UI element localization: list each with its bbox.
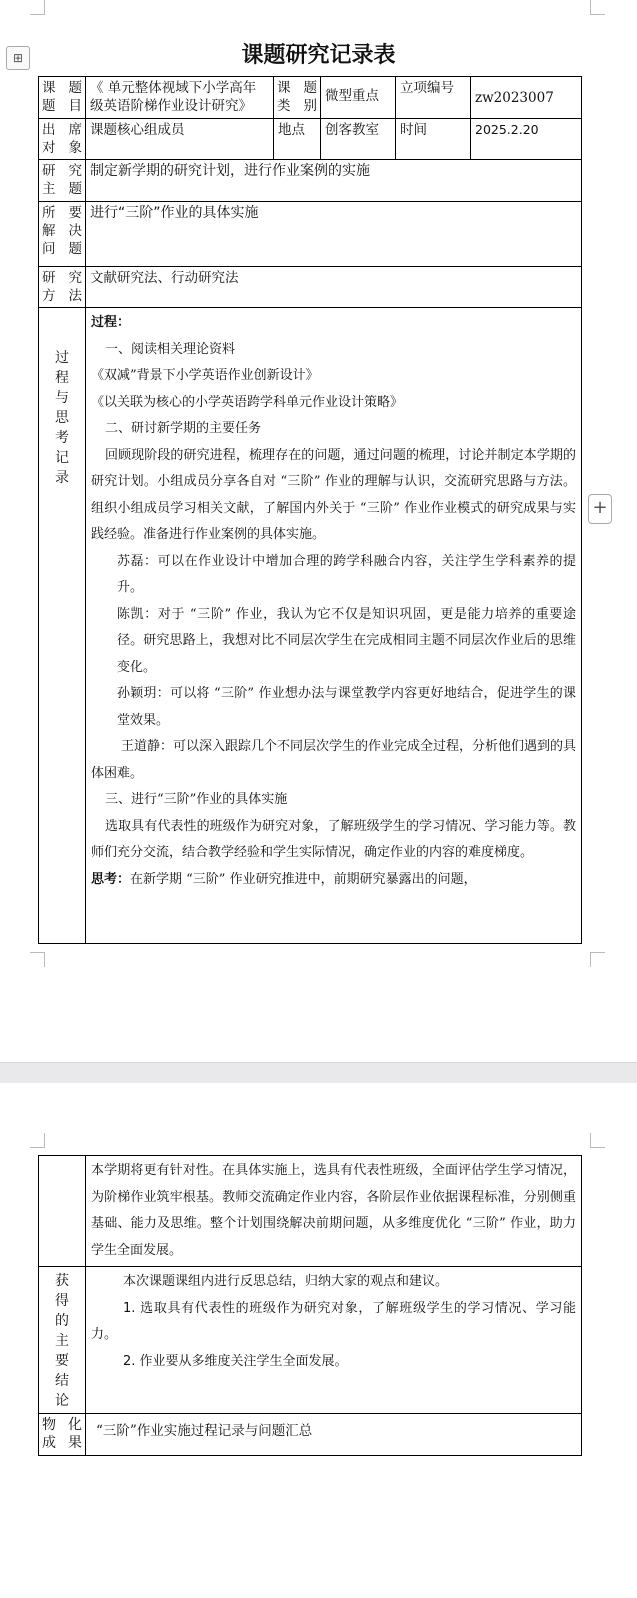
problem-label: 所要解决问题 xyxy=(39,202,86,267)
conclusion-item-2: 2. 作业要从多维度关注学生全面发展。 xyxy=(123,1353,348,1369)
table-row xyxy=(39,1267,582,1414)
table-row xyxy=(39,119,582,160)
attendees-value[interactable]: 课题核心组成员 xyxy=(86,119,274,160)
book-title-1: 《双减”背景下小学英语作业创新设计》 xyxy=(91,368,319,383)
location-label: 地点 xyxy=(274,119,321,160)
attendees-label: 出席对象 xyxy=(39,119,86,160)
document-page-2 xyxy=(0,1083,637,1598)
section-1-title: 一、阅读相关理论资料 xyxy=(105,341,236,357)
method-value[interactable]: 文献研究法、行动研究法 xyxy=(86,267,582,308)
location-value[interactable]: 创客教室 xyxy=(321,119,396,160)
page-corner-mark xyxy=(590,952,605,967)
record-table-continued xyxy=(38,1155,582,1456)
empty-label-cell xyxy=(39,1156,86,1267)
section-2-paragraph: 回顾现阶段的研究进程，梳理存在的问题，通过问题的梳理，讨论并制定本学期的研究计划。小组成员分享各自对 “三阶” 作业的理解与认识，交流研究思路与方法。组织小组成员学习相关文献，了解国内外关于 “三阶” 作业作业模式的研究成果与实践经验。准备进行作业案例的具体实施。 xyxy=(91,447,576,542)
table-row xyxy=(39,308,582,944)
research-theme-label: 研究主题 xyxy=(39,160,86,202)
conclusion-intro: 本次课题课组内进行反思总结，归纳大家的观点和建议。 xyxy=(123,1274,449,1289)
table-row xyxy=(39,77,582,119)
comment-su: 苏磊：可以在作业设计中增加合理的跨学科融合内容，关注学生学科素养的提升。 xyxy=(117,553,576,595)
process-content[interactable] xyxy=(86,308,582,944)
thinking-text-part1: 在新学期 “三阶” 作业研究推进中，前期研究暴露出的问题， xyxy=(130,871,477,887)
topic-value[interactable]: 《 单元整体视域下小学高年级英语阶梯作业设计研究》 xyxy=(86,77,274,119)
section-3-paragraph: 选取具有代表性的班级作为研究对象，了解班级学生的学习情况、学习能力等。教师们充分交流，结合教学经验和学生实际情况，确定作业的内容的难度梯度。 xyxy=(91,818,576,860)
thinking-line xyxy=(91,867,576,894)
page-title: 课题研究记录表 xyxy=(241,42,396,68)
type-value[interactable]: 微型重点 xyxy=(321,77,396,119)
section-2-title: 二、研讨新学期的主要任务 xyxy=(105,421,262,436)
page-corner-mark xyxy=(30,1133,45,1148)
page-corner-mark xyxy=(30,952,45,967)
table-row xyxy=(39,267,582,308)
project-number-value[interactable]: zw2023007 xyxy=(471,77,582,119)
thinking-label: 思考： xyxy=(91,871,131,887)
table-row xyxy=(39,1156,582,1267)
add-row-plus-icon[interactable]: + xyxy=(588,494,612,524)
type-label: 课题类别 xyxy=(274,77,321,119)
thinking-continued[interactable]: 本学期将更有针对性。在具体实施上，选具有代表性班级，全面评估学生学习情况，为阶梯作业筑牢根基。教师交流确定作业内容，各阶层作业依据课程标准，分别侧重基础、能力及思维。整个计划围绕解决前期问题，从多维度优化 “三阶” 作业，助力学生全面发展。 xyxy=(86,1156,582,1267)
conclusion-label: 获 得 的 主 要 结 论 xyxy=(39,1267,86,1414)
table-row xyxy=(39,202,582,267)
page-gap xyxy=(0,1062,637,1084)
time-value[interactable]: 2025.2.20 xyxy=(471,119,582,160)
table-row xyxy=(39,1414,582,1456)
result-value[interactable]: “三阶”作业实施过程记录与问题汇总 xyxy=(86,1414,582,1456)
comment-chen: 陈凯：对于 “三阶” 作业，我认为它不仅是知识巩固，更是能力培养的重要途径。研究思路上，我想对比不同层次学生在完成相同主题不同层次作业后的思维变化。 xyxy=(117,606,576,675)
result-label: 物化成果 xyxy=(39,1414,86,1456)
page-corner-mark xyxy=(590,1133,605,1148)
problem-value[interactable]: 进行“三阶”作业的具体实施 xyxy=(86,202,582,267)
process-heading: 过程： xyxy=(91,315,131,330)
comment-sun: 孙颖玥：可以将 “三阶” 作业想办法与课堂教学内容更好地结合，促进学生的课堂效果。 xyxy=(117,686,576,728)
comment-wang: 王道静：可以深入跟踪几个不同层次学生的作业完成全过程，分析他们遇到的具体困难。 xyxy=(91,739,577,781)
page-corner-mark xyxy=(590,0,605,15)
project-number-label: 立项编号 xyxy=(396,77,471,119)
table-row xyxy=(39,160,582,202)
conclusion-item-1: 1. 选取具有代表性的班级作为研究对象，了解班级学生的学习情况、学习能力。 xyxy=(91,1300,576,1342)
page-corner-mark xyxy=(30,0,45,15)
record-table xyxy=(38,76,582,944)
process-label: 过 程 与 思 考 记 录 xyxy=(39,308,86,944)
time-label: 时间 xyxy=(396,119,471,160)
book-title-2: 《以关联为核心的小学英语跨学科单元作业设计策略》 xyxy=(91,394,404,410)
topic-label: 课题题目 xyxy=(39,77,86,119)
conclusion-content[interactable] xyxy=(86,1267,582,1414)
section-3-title: 三、进行“三阶”作业的具体实施 xyxy=(105,792,288,807)
table-move-handle-icon[interactable]: ⊞ xyxy=(6,46,30,70)
research-theme-value[interactable]: 制定新学期的研究计划，进行作业案例的实施 xyxy=(86,160,582,202)
method-label: 研究方法 xyxy=(39,267,86,308)
